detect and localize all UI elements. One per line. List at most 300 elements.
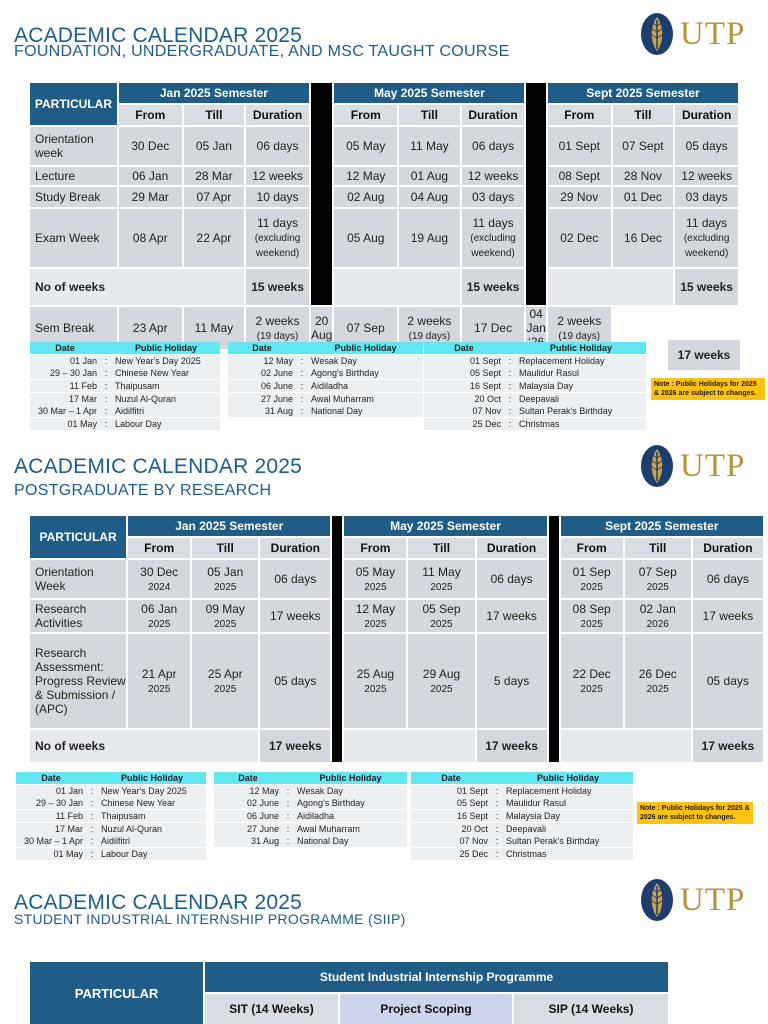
public-holiday-header: Public Holiday <box>134 343 197 353</box>
colon: : <box>90 848 94 859</box>
holiday-date: 30 Mar – 1 Apr <box>23 836 83 847</box>
holiday-date: 07 Nov <box>459 836 488 847</box>
holiday-row <box>30 367 220 379</box>
column-header: Till <box>184 105 245 125</box>
utp-logo-text: UTP <box>680 16 746 52</box>
cell-line: 2025 <box>214 618 237 630</box>
cell-line: 06 days <box>472 139 515 153</box>
colon: : <box>104 380 108 391</box>
cell-line: 05 Sep <box>422 601 461 616</box>
holiday-row <box>411 848 633 860</box>
holiday-name: Labour Day <box>101 848 148 859</box>
table-cell <box>119 209 182 267</box>
cell-line: 03 days <box>685 190 728 204</box>
table-cell <box>344 634 406 728</box>
public-holiday-header: Public Holiday <box>536 773 599 783</box>
table-cell <box>399 127 460 165</box>
table-cell <box>246 187 309 207</box>
cell-line: 04 Aug <box>410 190 449 204</box>
cell-line: 06 days <box>256 139 299 153</box>
cell-line: 12 weeks <box>681 169 732 183</box>
table-cell <box>260 600 330 632</box>
table-cell <box>675 127 738 165</box>
holiday-list-header <box>228 342 423 354</box>
cell-line: 19 Aug <box>410 231 449 245</box>
cell-line: 12 weeks <box>467 169 519 183</box>
column-header: Till <box>399 105 460 125</box>
semester-divider <box>549 516 559 762</box>
table-cell <box>408 600 474 632</box>
column-header: From <box>334 105 397 125</box>
colon: : <box>104 393 108 404</box>
row-label: Exam Week <box>30 209 117 267</box>
holiday-row <box>411 835 633 847</box>
table-cell <box>561 634 623 728</box>
holiday-name: National Day <box>311 406 363 417</box>
column-header: Duration <box>462 105 525 125</box>
cell-line: 11 May <box>194 321 234 335</box>
section3-title: ACADEMIC CALENDAR 2025 <box>14 891 302 914</box>
utp-emblem-icon <box>640 12 674 56</box>
cell-line: 04 Jan <box>526 307 546 335</box>
cell-line: 05 Jan <box>195 139 232 153</box>
holiday-name: Malaysia Day <box>506 810 561 821</box>
section1-subtitle: FOUNDATION, UNDERGRADUATE, AND MSC TAUGHT COURSE <box>14 43 510 60</box>
cell-line: 07 Sep <box>346 321 385 335</box>
row-label: Orientation Week <box>30 560 126 598</box>
postgraduate-calendar-table <box>28 514 765 764</box>
table-cell <box>334 209 397 267</box>
table-cell <box>462 209 525 267</box>
holiday-name: National Day <box>297 836 349 847</box>
table-cell <box>119 127 182 165</box>
colon: : <box>495 823 499 834</box>
colon: : <box>90 785 94 796</box>
holiday-row <box>411 797 633 809</box>
cell-line: 07 Sept <box>622 139 664 153</box>
cell-line: 09 May <box>205 601 245 616</box>
cell-line: 29 Nov <box>560 190 599 204</box>
colon: : <box>508 355 512 366</box>
holiday-row <box>214 797 407 809</box>
holiday-date: 11 Feb <box>69 380 97 391</box>
cell-line: 06 days <box>706 572 749 586</box>
colon: : <box>286 823 290 834</box>
table-cell <box>675 167 738 185</box>
holiday-row <box>424 355 646 367</box>
holiday-name: Wesak Day <box>297 785 343 796</box>
siip-col-sit: SIT (14 Weeks) <box>205 994 338 1024</box>
table-cell <box>128 560 190 598</box>
holiday-name: Malaysia Day <box>519 380 574 391</box>
cell-line: 22 Dec <box>572 666 611 681</box>
holiday-row <box>411 785 633 797</box>
column-header: Till <box>625 538 691 558</box>
colon: : <box>508 406 512 417</box>
cell-line: 11 days <box>256 216 299 230</box>
holiday-name: Awal Muharram <box>297 823 360 834</box>
cell-line: 2026 <box>646 618 669 630</box>
colon: : <box>90 810 94 821</box>
date-header: Date <box>252 343 272 353</box>
holiday-list-header <box>214 772 407 784</box>
public-holiday-header: Public Holiday <box>319 773 382 783</box>
holiday-date: 27 June <box>246 823 279 834</box>
holiday-date: 05 Sept <box>456 798 488 809</box>
holiday-row <box>16 835 206 847</box>
holiday-name: Replacement Holiday <box>506 785 592 796</box>
holiday-name: Aidilfitri <box>115 406 145 417</box>
table-cell <box>192 560 258 598</box>
holiday-date: 30 Mar – 1 Apr <box>37 406 97 417</box>
cell-line: 25 Apr <box>207 666 243 681</box>
colon: : <box>300 368 304 379</box>
table-cell <box>334 167 397 185</box>
column-header: Duration <box>246 105 309 125</box>
cell-line: 2025 <box>214 683 237 695</box>
holiday-row <box>214 835 407 847</box>
holiday-list-jan <box>30 342 220 430</box>
empty-cell <box>561 730 691 762</box>
holiday-name: Agong's Birthday <box>311 368 379 379</box>
particular-header: PARTICULAR <box>30 516 126 558</box>
foundation-calendar-table <box>28 81 740 351</box>
holiday-row <box>30 405 220 417</box>
cell-line: 2025 <box>646 581 669 593</box>
row-label: Sem Break <box>30 307 117 349</box>
colon: : <box>104 418 108 429</box>
table-cell <box>625 600 691 632</box>
colon: : <box>495 836 499 847</box>
weeks-label: No of weeks <box>30 730 258 762</box>
table-cell <box>462 187 525 207</box>
column-header: Till <box>408 538 474 558</box>
cell-line: 10 days <box>256 190 299 204</box>
section1-title: ACADEMIC CALENDAR 2025 <box>14 24 302 47</box>
table-cell <box>399 167 460 185</box>
table-cell <box>408 634 474 728</box>
weeks-label: No of weeks <box>30 269 244 305</box>
holiday-row <box>214 785 407 797</box>
colon: : <box>104 355 108 366</box>
holiday-list-may <box>228 342 423 417</box>
holiday-list-header <box>30 342 220 354</box>
semester-header: May 2025 Semester <box>344 516 546 536</box>
weeks-value: 17 weeks <box>693 730 763 762</box>
cell-line: (excluding weekend) <box>254 233 301 259</box>
holiday-name: Aidilfitri <box>101 836 131 847</box>
table-cell <box>399 209 460 267</box>
holiday-date: 01 Jan <box>69 355 97 366</box>
cell-line: 29 Aug <box>422 666 461 681</box>
cell-line: 28 Nov <box>623 169 662 183</box>
cell-line: 05 May <box>346 139 386 153</box>
holiday-name: Sultan Perak's Birthday <box>506 836 600 847</box>
date-header: Date <box>441 773 461 783</box>
holiday-row <box>214 810 407 822</box>
cell-line: 2024 <box>148 581 171 593</box>
date-header: Date <box>41 773 61 783</box>
cell-line: 05 Aug <box>347 231 385 245</box>
colon: : <box>286 810 290 821</box>
cell-line: 07 Apr <box>196 190 232 204</box>
siip-programme-header: Student Industrial Internship Programme <box>205 962 668 992</box>
holiday-date: 16 Sept <box>469 380 501 391</box>
cell-line: 25 Aug <box>356 666 395 681</box>
holiday-date: 25 Dec <box>459 848 488 859</box>
table-cell <box>462 127 525 165</box>
holiday-row <box>30 393 220 405</box>
holiday-row <box>16 797 206 809</box>
holiday-date: 05 Sept <box>469 368 501 379</box>
colon: : <box>495 798 499 809</box>
holiday-date: 02 June <box>260 368 293 379</box>
cell-line: 06 Jan <box>132 169 169 183</box>
holiday-name: Sultan Perak's Birthday <box>519 406 613 417</box>
holiday-list-header <box>424 342 646 354</box>
cell-line: 2025 <box>646 683 669 695</box>
holiday-name: New Year's Day 2025 <box>101 785 187 796</box>
cell-line: 2 weeks <box>557 313 602 328</box>
weeks-value: 15 weeks <box>462 269 525 305</box>
semester-header: Sept 2025 Semester <box>548 83 738 103</box>
spacer <box>282 772 294 784</box>
semester-header: Sept 2025 Semester <box>561 516 763 536</box>
table-cell <box>548 127 611 165</box>
column-header: Duration <box>477 538 547 558</box>
holiday-date: 20 Oct <box>474 393 501 404</box>
holiday-date: 17 Mar <box>54 823 83 834</box>
table-cell <box>477 560 547 598</box>
utp-emblem-icon <box>640 444 674 488</box>
table-cell <box>693 634 763 728</box>
semester-divider <box>311 83 333 305</box>
table-cell <box>477 600 547 632</box>
cell-line: 2 weeks <box>407 313 452 328</box>
particular-header: PARTICULAR <box>30 83 117 125</box>
holiday-row <box>16 785 206 797</box>
weeks-value: 15 weeks <box>246 269 309 305</box>
holiday-name: Christmas <box>506 848 547 859</box>
table-cell <box>625 634 691 728</box>
spacer <box>86 772 98 784</box>
cell-line: 2025 <box>580 581 603 593</box>
colon: : <box>300 406 304 417</box>
holiday-date: 01 Jan <box>55 785 83 796</box>
holiday-date: 25 Dec <box>472 418 501 429</box>
semester-header: Jan 2025 Semester <box>128 516 330 536</box>
table-cell <box>334 127 397 165</box>
cell-line: 08 Sept <box>558 169 600 183</box>
table-cell <box>399 187 460 207</box>
colon: : <box>286 798 290 809</box>
section2-subtitle: POSTGRADUATE BY RESEARCH <box>14 482 272 499</box>
column-header: From <box>344 538 406 558</box>
holiday-row <box>424 418 646 430</box>
holiday-date: 06 June <box>246 810 279 821</box>
cell-line: 2025 <box>364 581 387 593</box>
spacer <box>491 772 503 784</box>
colon: : <box>300 355 304 366</box>
cell-line: 17 weeks <box>269 609 321 623</box>
holiday-name: Christmas <box>519 418 560 429</box>
cell-line: 08 Sep <box>572 601 611 616</box>
table-cell <box>693 560 763 598</box>
holiday-name: Thaipusam <box>101 810 146 821</box>
holiday-name: Wesak Day <box>311 355 357 366</box>
cell-line: 12 May <box>355 601 396 616</box>
holiday-row <box>228 367 423 379</box>
table-cell <box>462 167 525 185</box>
holiday-row <box>16 823 206 835</box>
colon: : <box>286 836 290 847</box>
colon: : <box>104 406 108 417</box>
cell-line: 26 Dec <box>638 666 677 681</box>
cell-line: 2025 <box>214 581 237 593</box>
table-cell <box>184 209 245 267</box>
cell-line: 06 days <box>274 572 317 586</box>
table-cell <box>408 560 474 598</box>
table-cell <box>548 209 611 267</box>
cell-line: 06 days <box>490 572 533 586</box>
holiday-row <box>228 405 423 417</box>
holiday-name: Labour Day <box>115 418 162 429</box>
date-header: Date <box>55 343 75 353</box>
table-cell <box>184 127 245 165</box>
cell-line: 08 Apr <box>132 231 168 245</box>
table-cell <box>344 560 406 598</box>
colon: : <box>508 418 512 429</box>
spacer <box>296 342 308 354</box>
holiday-name: Aidiladha <box>297 810 335 821</box>
colon: : <box>508 393 512 404</box>
holiday-date: 02 June <box>246 798 279 809</box>
colon: : <box>508 380 512 391</box>
utp-emblem-icon <box>640 878 674 922</box>
cell-line: 05 days <box>685 139 728 153</box>
row-label: Research Activities <box>30 600 126 632</box>
colon: : <box>90 836 94 847</box>
holiday-date: 29 – 30 Jan <box>35 798 83 809</box>
column-header: From <box>548 105 611 125</box>
table-cell <box>561 600 623 632</box>
cell-line: 02 Aug <box>347 190 385 204</box>
holiday-date: 07 Nov <box>472 406 501 417</box>
row-label: Study Break <box>30 187 117 207</box>
row-label: Lecture <box>30 167 117 185</box>
colon: : <box>300 393 304 404</box>
table-cell <box>548 167 611 185</box>
holiday-date: 16 Sept <box>456 810 488 821</box>
row-label: Research Assessment: Progress Review & Submission / (APC) <box>30 634 126 728</box>
holiday-list-sept <box>411 772 633 860</box>
cell-line: 2025 <box>430 581 453 593</box>
cell-line: 5 days <box>493 674 530 688</box>
cell-line: 2025 <box>430 618 453 630</box>
table-cell <box>613 167 674 185</box>
holiday-row <box>424 367 646 379</box>
column-header: Till <box>192 538 258 558</box>
holiday-name: Deepavali <box>506 823 547 834</box>
holiday-row <box>30 418 220 430</box>
holiday-row <box>411 810 633 822</box>
holiday-name: Replacement Holiday <box>519 355 605 366</box>
holiday-list-header <box>16 772 206 784</box>
table-cell <box>334 187 397 207</box>
semester-header: May 2025 Semester <box>334 83 524 103</box>
holiday-date: 27 June <box>260 393 293 404</box>
utp-logo-text: UTP <box>680 882 746 918</box>
colon: : <box>300 380 304 391</box>
holiday-list-jan <box>16 772 206 860</box>
weeks-value: 17 weeks <box>260 730 330 762</box>
cell-line: 05 days <box>274 674 317 688</box>
holiday-date: 01 May <box>53 848 83 859</box>
column-header: From <box>561 538 623 558</box>
holiday-name: New Year's Day 2025 <box>115 355 201 366</box>
utp-logo-text: UTP <box>680 448 746 484</box>
cell-line: (19 days) <box>558 330 601 342</box>
table-cell <box>613 209 674 267</box>
colon: : <box>508 368 512 379</box>
holiday-row <box>16 810 206 822</box>
table-cell <box>675 209 738 267</box>
holiday-list-may <box>214 772 407 847</box>
table-cell <box>184 167 245 185</box>
cell-line: 03 days <box>472 190 515 204</box>
cell-line: (excluding weekend) <box>683 233 730 259</box>
colon: : <box>495 785 499 796</box>
cell-line: 05 days <box>706 674 749 688</box>
cell-line: 21 Apr <box>141 666 177 681</box>
holiday-date: 01 Sept <box>469 355 501 366</box>
siip-col-project-scoping: Project Scoping <box>340 994 512 1024</box>
cell-line: 30 Dec <box>140 564 179 579</box>
section3-subtitle: STUDENT INDUSTRIAL INTERNSHIP PROGRAMME (SIIP) <box>14 911 406 927</box>
cell-line: 02 Dec <box>560 231 599 245</box>
column-header: Duration <box>260 538 330 558</box>
date-header: Date <box>238 773 258 783</box>
table-cell <box>119 187 182 207</box>
holiday-row <box>228 355 423 367</box>
holiday-date: 29 – 30 Jan <box>49 368 97 379</box>
cell-line: 12 weeks <box>252 169 303 183</box>
table-cell <box>548 187 611 207</box>
holiday-row <box>228 393 423 405</box>
column-header: From <box>128 538 190 558</box>
column-header: From <box>119 105 182 125</box>
holiday-name: Maulidur Rasul <box>506 798 567 809</box>
holiday-date: 11 Feb <box>55 810 83 821</box>
spacer <box>100 342 112 354</box>
utp-logo <box>640 442 758 490</box>
column-header: Till <box>613 105 674 125</box>
date-header: Date <box>454 343 474 353</box>
holiday-date: 31 Aug <box>250 836 279 847</box>
holiday-row <box>30 355 220 367</box>
cell-line: 01 Aug <box>410 169 449 183</box>
cell-line: 2025 <box>364 618 387 630</box>
section2-title: ACADEMIC CALENDAR 2025 <box>14 455 302 478</box>
cell-line: 17 weeks <box>486 609 537 623</box>
cell-line: 01 Sept <box>558 139 600 153</box>
cell-line: 16 Dec <box>623 231 662 245</box>
public-holiday-header: Public Holiday <box>334 343 397 353</box>
siip-particular-header: PARTICULAR <box>30 962 203 1024</box>
table-cell <box>246 167 309 185</box>
holiday-note: Note : Public Holidays for 2025 & 2026 are subject to changes. <box>651 378 765 400</box>
table-cell <box>192 634 258 728</box>
